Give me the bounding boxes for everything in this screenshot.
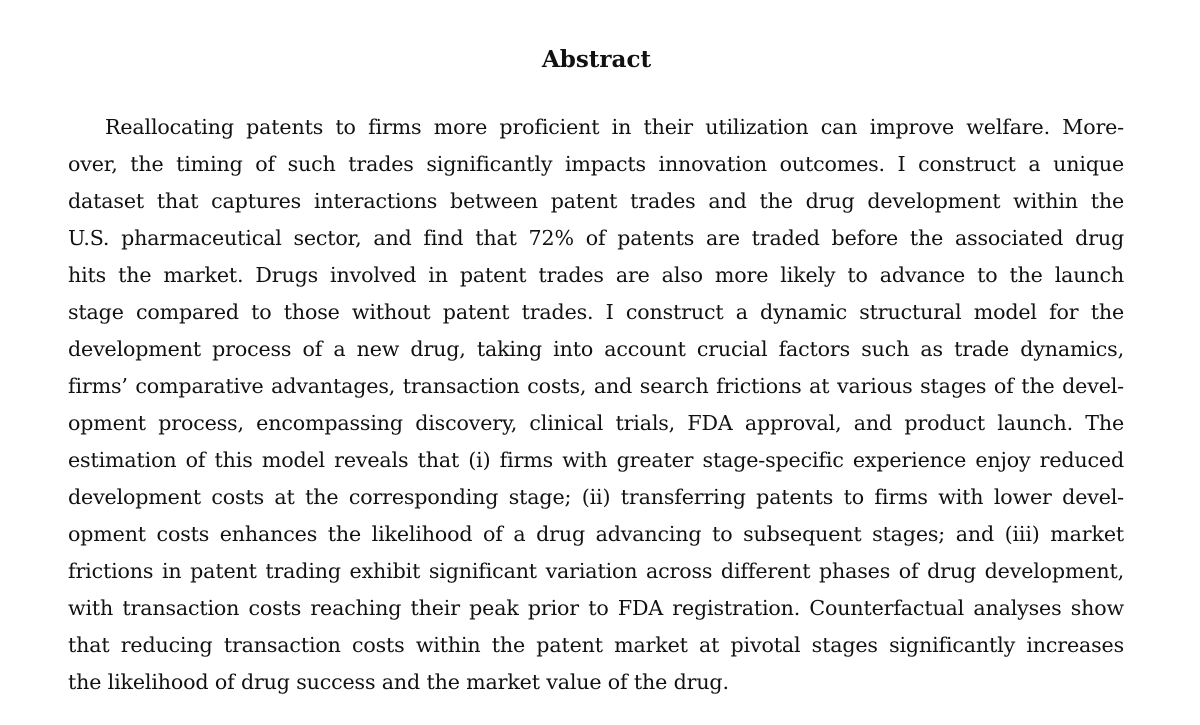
abstract-line: U.S. pharmaceutical sector, and find that 72% of patents are traded before the associated drug [68, 226, 1124, 250]
abstract-line: with transaction costs reaching their peak prior to FDA registration. Counterfactual analyses show [68, 596, 1124, 620]
abstract-line: over, the timing of such trades significantly impacts innovation outcomes. I construct a unique [68, 152, 1124, 176]
abstract-line: opment process, encompassing discovery, clinical trials, FDA approval, and product launch. The [68, 411, 1124, 435]
abstract-line: frictions in patent trading exhibit significant variation across different phases of drug development, [68, 559, 1124, 583]
abstract-line: Reallocating patents to firms more proficient in their utilization can improve welfare. More- [105, 115, 1124, 139]
abstract-line: stage compared to those without patent trades. I construct a dynamic structural model for the [68, 300, 1124, 324]
abstract-line: firms’ comparative advantages, transaction costs, and search frictions at various stages of the devel- [68, 374, 1124, 398]
abstract-line: that reducing transaction costs within the patent market at pivotal stages significantly increases [68, 633, 1124, 657]
abstract-line: development process of a new drug, taking into account crucial factors such as trade dynamics, [68, 337, 1124, 361]
abstract-body [68, 109, 1124, 701]
abstract-line: dataset that captures interactions between patent trades and the drug development within the [68, 189, 1124, 213]
abstract-line: opment costs enhances the likelihood of a drug advancing to subsequent stages; and (iii) market [68, 522, 1124, 546]
abstract-line: development costs at the corresponding stage; (ii) transferring patents to firms with lower devel- [68, 485, 1124, 509]
abstract-title: Abstract [541, 46, 652, 73]
abstract-line: estimation of this model reveals that (i) firms with greater stage-specific experience enjoy reduced [68, 448, 1124, 472]
abstract-line: the likelihood of drug success and the market value of the drug. [68, 670, 729, 694]
abstract-line: hits the market. Drugs involved in patent trades are also more likely to advance to the launch [68, 263, 1124, 287]
